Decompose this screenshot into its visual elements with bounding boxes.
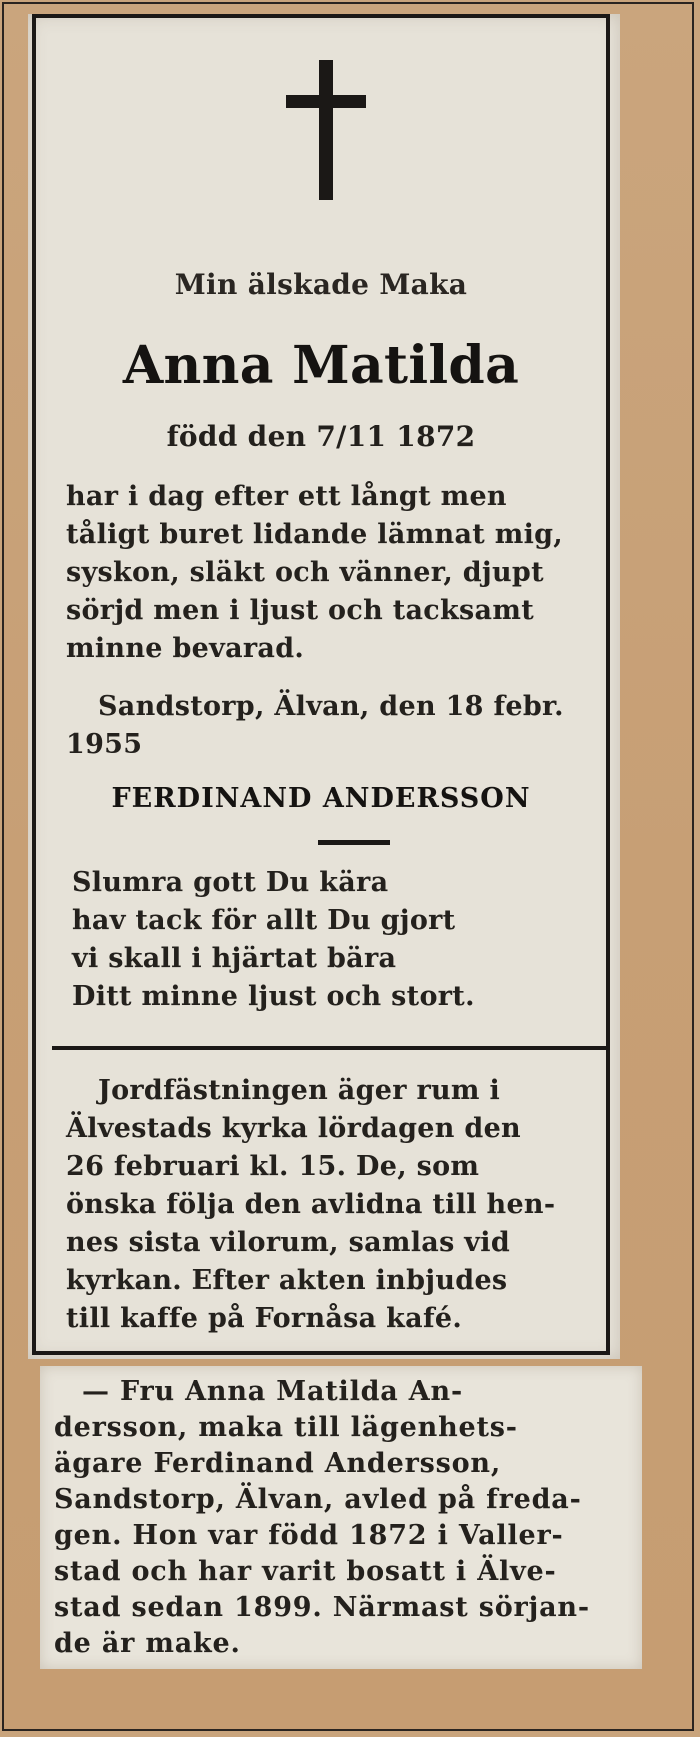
notice-body-line: syskon, släkt och vänner, djupt <box>66 557 544 588</box>
news-line: gen. Hon var född 1872 i Valler- <box>54 1520 564 1551</box>
signer-name: FERDINAND ANDERSSON <box>111 783 531 814</box>
death-notice-border <box>32 14 610 1355</box>
funeral-details <box>66 1072 582 1338</box>
news-line: stad och har varit bosatt i Älve- <box>54 1556 557 1587</box>
scrapbook-page <box>2 2 694 1731</box>
notice-body <box>66 478 576 668</box>
news-item-text <box>54 1374 632 1662</box>
poem-line: vi skall i hjärtat bära <box>72 943 397 974</box>
section-divider <box>52 1046 608 1050</box>
news-line: de är make. <box>54 1628 241 1659</box>
notice-body-line: minne bevarad. <box>66 633 305 664</box>
funeral-line: Jordfästningen äger rum i <box>98 1075 501 1106</box>
funeral-line: önska följa den avlidna till hen- <box>66 1189 556 1220</box>
funeral-line: Älvestads kyrka lördagen den <box>66 1113 521 1144</box>
notice-body-line: tåligt buret lidande lämnat mig, <box>66 519 564 550</box>
poem-line: hav tack för allt Du gjort <box>72 905 456 936</box>
separator-dash <box>318 840 390 845</box>
deceased-name: Anna Matilda <box>122 335 520 396</box>
notice-body-line: sörjd men i ljust och tacksamt <box>66 595 534 626</box>
funeral-line: till kaffe på Fornåsa kafé. <box>66 1303 463 1334</box>
poem-line: Slumra gott Du kära <box>72 867 389 898</box>
latin-cross-icon <box>286 60 366 200</box>
intro-line: Min älskade Maka <box>174 268 468 301</box>
news-line: stad sedan 1899. Närmast sörjan- <box>54 1592 590 1623</box>
memorial-poem <box>72 864 582 1016</box>
news-line: Sandstorp, Älvan, avled på freda- <box>54 1484 582 1515</box>
death-notice-clipping <box>28 14 620 1359</box>
funeral-line: kyrkan. Efter akten inbjudes <box>66 1265 508 1296</box>
notice-body-line: har i dag efter ett långt men <box>66 481 507 512</box>
poem-line: Ditt minne ljust och stort. <box>72 981 475 1012</box>
news-line: — Fru Anna Matilda An- <box>82 1376 463 1407</box>
news-line: ägare Ferdinand Andersson, <box>54 1448 502 1479</box>
place-date-line: Sandstorp, Älvan, den 18 febr. <box>98 691 564 722</box>
funeral-line: 26 februari kl. 15. De, som <box>66 1151 480 1182</box>
birth-date: född den 7/11 1872 <box>166 420 476 453</box>
funeral-line: nes sista vilorum, samlas vid <box>66 1227 511 1258</box>
place-and-date <box>66 688 576 764</box>
news-line: dersson, maka till lägenhets- <box>54 1412 518 1443</box>
news-item-clipping <box>40 1366 642 1669</box>
place-date-line: 1955 <box>66 729 143 760</box>
